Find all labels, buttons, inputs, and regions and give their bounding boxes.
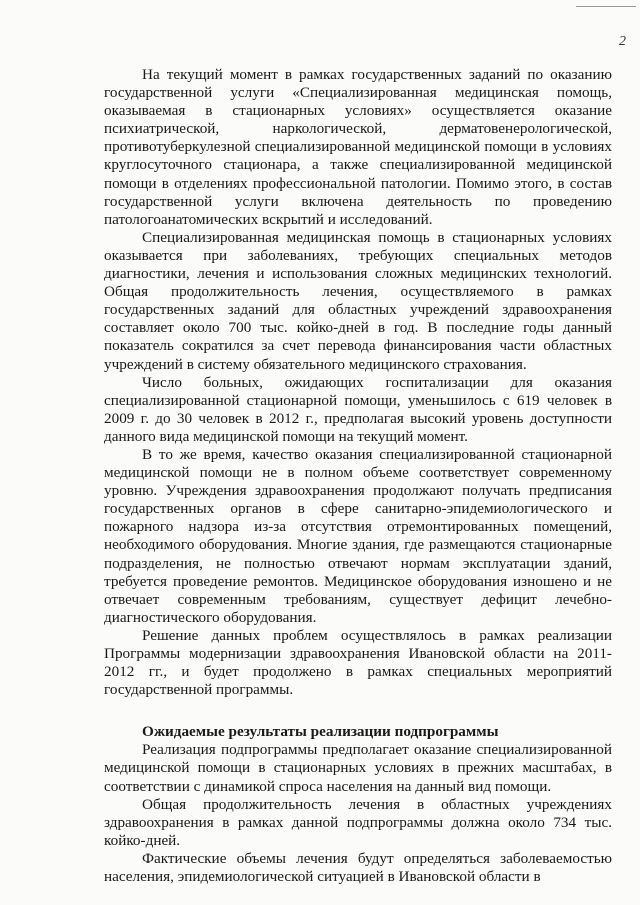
top-edge-rule — [576, 6, 636, 7]
page-number: 2 — [619, 34, 626, 49]
paragraph-waiting-patients: Число больных, ожидающих госпитализации для оказания специализированной стационарной помощи, уменьшилось с 619 человек в 2009 г. до 30 человек в 2012 г., предполагая высокий уровень доступности данного вида медицинской помощи на текущий момент. — [104, 373, 612, 445]
paragraph-specialized-care: Специализированная медицинская помощь в стационарных условиях оказывается при заболеваниях, требующих специальных методов диагностики, лечения и использования сложных медицинских технологий. Общая продолжительность лечения, осуществляемого в рамках государственных заданий для областных учреждений здравоохранения составляет около 700 тыс. койко-дней в год. В последние годы данный показатель сократился за счет перевода финансирования части областных учреждений в систему обязательного медицинского страхования. — [104, 228, 612, 373]
document-body — [104, 66, 612, 886]
paragraph-subprogram-implementation: Реализация подпрограммы предполагает оказание специализированной медицинской помощи в стационарных условиях в прежних масштабах, в соответствии с динамикой спроса населения на данный вид помощи. — [104, 741, 612, 795]
paragraph-current-state: На текущий момент в рамках государственных заданий по оказанию государственной услуги «Специализированная медицинская помощь, оказываемая в стационарных условиях» осуществляется оказание психиатрической, наркологической, дерматовенерологической, противотуберкулезной специализированной медицинской помощи в условиях круглосуточного стационара, а также специализированной медицинской помощи в отделениях профессиональной патологии. Помимо этого, в состав государственной услуги включена деятельность по проведению патологоанатомических вскрытий и исследований. — [104, 66, 612, 228]
paragraph-actual-volumes: Фактические объемы лечения будут определяться заболеваемостью населения, эпидемиологической ситуацией в Ивановской области в — [104, 849, 612, 886]
paragraph-treatment-duration: Общая продолжительность лечения в областных учреждениях здравоохранения в рамках данной подпрограммы должна около 734 тыс. койко-дней. — [104, 795, 612, 849]
paragraph-modernization-program: Решение данных проблем осуществлялось в рамках реализации Программы модернизации здравоохранения Ивановской области на 2011-2012 гг., и будет продолжено в рамках специальных мероприятий государственной программы. — [104, 626, 612, 699]
paragraph-quality-issues: В то же время, качество оказания специализированной стационарной медицинской помощи не в полном объеме соответствует современному уровню. Учреждения здравоохранения продолжают получать предписания государственных органов в сфере санитарно-эпидемиологического и пожарного надзора из-за отсутствия отремонтированных помещений, необходимого оборудования. Многие здания, где размещаются стационарные подразделения, не полностью отвечают нормам эксплуатации зданий, требуется проведение ремонтов. Медицинское оборудования изношено и не отвечает современным требованиям, существует дефицит лечебно-диагностического оборудования. — [104, 445, 612, 626]
section-heading-expected-results: Ожидаемые результаты реализации подпрограммы — [142, 723, 499, 741]
